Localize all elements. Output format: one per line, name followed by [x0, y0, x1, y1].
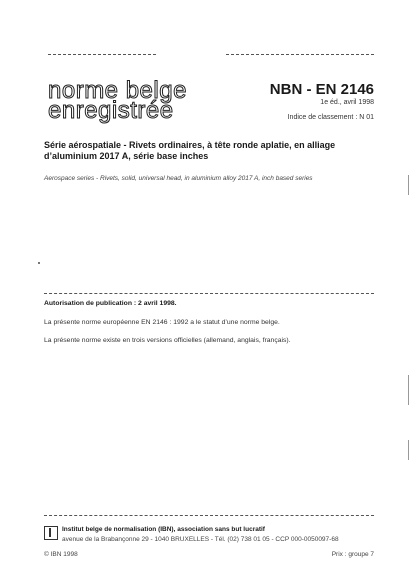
classification-index: Indice de classement : N 01 [287, 114, 374, 121]
standard-code: NBN - EN 2146 [269, 81, 374, 98]
institute-name: Institut belge de normalisation (IBN), association sans but lucratif [62, 526, 265, 533]
scan-edge-mark [408, 440, 409, 460]
brand-line-2: enregistrée [48, 97, 174, 124]
copyright: © IBN 1998 [44, 551, 78, 558]
institute-address: avenue de la Brabançonne 29 - 1040 BRUXELLES - Tél. (02) 738 01 05 - CCP 000-0050097-68 [62, 536, 339, 543]
status-statement: La présente norme européenne EN 2146 : 1992 a le statut d’une norme belge. [44, 319, 280, 326]
top-rule-left [48, 54, 156, 55]
scan-speck [38, 262, 40, 264]
title-line-2: d’aluminium 2017 A, série base inches [44, 151, 209, 161]
versions-statement: La présente norme existe en trois versions officielles (allemand, anglais, français). [44, 337, 291, 344]
brand-line-1: norme belge [48, 77, 187, 104]
scan-edge-mark [408, 375, 409, 405]
title-line-1: Série aérospatiale - Rivets ordinaires, à tête ronde aplatie, en alliage [44, 140, 336, 150]
scan-edge-mark [408, 175, 409, 195]
ibn-logo-icon [44, 526, 58, 540]
document-title [44, 140, 384, 162]
price-group: Prix : groupe 7 [331, 551, 374, 558]
mid-rule [44, 293, 374, 294]
edition-label: 1e éd., avril 1998 [320, 99, 374, 106]
top-rule-right [226, 54, 374, 55]
english-title: Aerospace series - Rivets, solid, universal head, in aluminium alloy 2017 A, inch based series [44, 175, 313, 182]
footer-rule [44, 515, 374, 516]
publication-authorization: Autorisation de publication : 2 avril 1998. [44, 300, 177, 307]
